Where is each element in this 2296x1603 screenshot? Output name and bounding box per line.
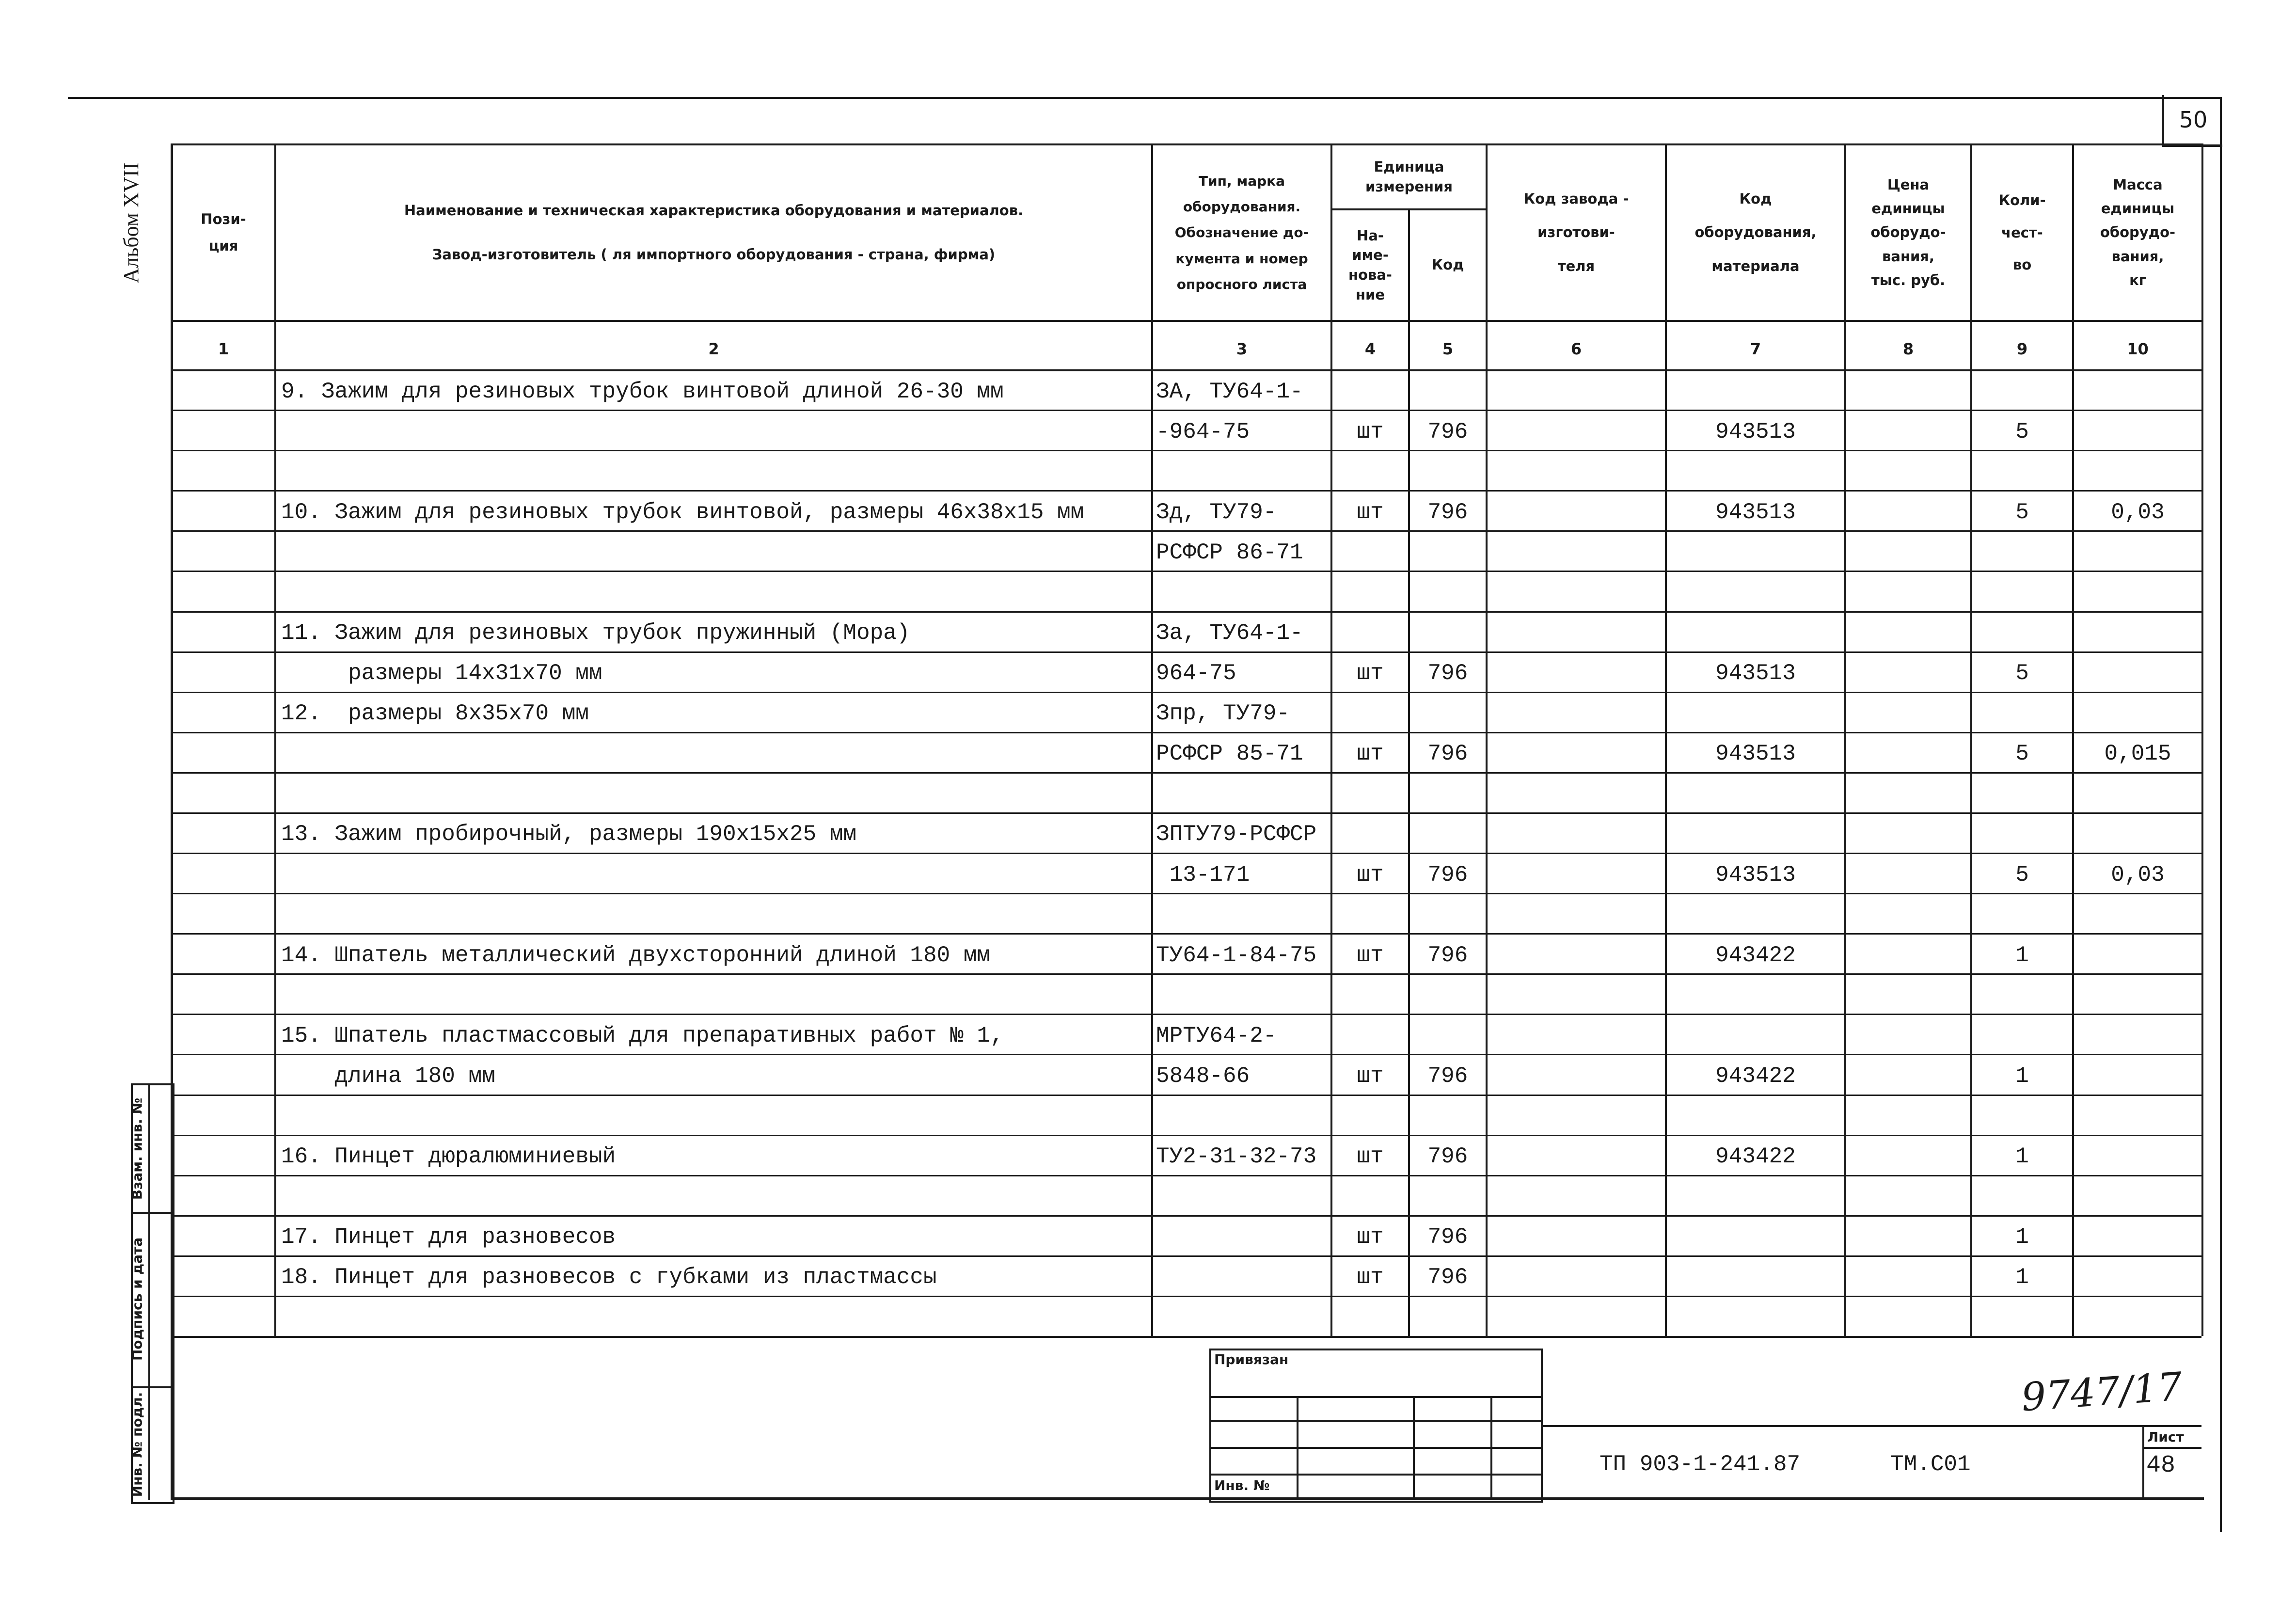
cell-type: РСФСР 85-71 (1156, 741, 1303, 767)
colnum-5: 5 (1442, 340, 1454, 358)
cell-qty: 5 (2015, 862, 2029, 888)
cell-name: 9. Зажим для резиновых трубок винтовой длиной 26-30 мм (281, 379, 1004, 404)
inv-no-label: Инв. № (1214, 1477, 1270, 1493)
cell-eq-code: 943513 (1715, 862, 1796, 888)
row-line (171, 772, 2201, 774)
row-line (171, 651, 2201, 653)
colnum-3: 3 (1236, 340, 1248, 358)
cell-eq-code: 943513 (1715, 661, 1796, 686)
colnum-1: 1 (218, 340, 229, 358)
cell-type: ЗПТУ79-РСФСР (1156, 822, 1317, 847)
cell-unit: шт (1357, 942, 1384, 968)
row-line (171, 812, 2201, 814)
row-line (171, 1014, 2201, 1015)
header-unit-code: Код (1431, 256, 1464, 273)
cell-code: 796 (1427, 499, 1468, 525)
cell-mass: 0,015 (2104, 741, 2171, 767)
album-label: Альбом XVII (119, 162, 143, 284)
cell-qty: 1 (2015, 1224, 2029, 1250)
cell-type: 13-171 (1156, 862, 1250, 888)
row-line (171, 1255, 2201, 1257)
cell-name: 13. Зажим пробирочный, размеры 190х15х25 мм (281, 822, 856, 847)
privyazan-label: Привязан (1214, 1351, 1289, 1367)
cell-unit: шт (1357, 1265, 1384, 1290)
col-line-7 (1844, 143, 1846, 1336)
cell-name: 15. Шпатель пластмассовый для препаративных работ № 1, (281, 1023, 1004, 1048)
header-position: Пози- ция (201, 210, 246, 254)
cell-code: 796 (1427, 942, 1468, 968)
doc-code: ТП 903-1-241.87 (1599, 1452, 1801, 1477)
header-unit-group: Единица измерения (1365, 159, 1453, 195)
doc-mark: ТМ.С01 (1890, 1452, 1971, 1477)
col-line-5 (1486, 143, 1488, 1336)
row-line (171, 490, 2201, 492)
col-line-9 (2072, 143, 2074, 1336)
row-line (171, 1135, 2201, 1136)
header-factory-code: Код завода - изготови- теля (1523, 190, 1629, 274)
cell-unit: шт (1357, 741, 1384, 767)
side-stamp-divider (148, 1083, 150, 1500)
sheet-box-line (2142, 1447, 2201, 1449)
header-bottom-line (171, 320, 2201, 322)
cell-name: 16. Пинцет дюралюминиевый (281, 1144, 616, 1170)
cell-eq-code: 943513 (1715, 741, 1796, 767)
cell-qty: 1 (2015, 1144, 2029, 1170)
page-number: 50 (2179, 107, 2208, 133)
cell-unit: шт (1357, 1224, 1384, 1250)
cell-code: 796 (1427, 1265, 1468, 1290)
cell-type: ТУ2-31-32-73 (1156, 1144, 1317, 1170)
title-block-line (1541, 1425, 2201, 1427)
sheet-number: 48 (2146, 1452, 2176, 1479)
colnum-9: 9 (2016, 340, 2028, 358)
cell-name: длина 180 мм (281, 1063, 495, 1089)
cell-name: 12. размеры 8х35х70 мм (281, 701, 589, 727)
cell-type: -964-75 (1156, 419, 1250, 444)
row-line (171, 1215, 2201, 1217)
cell-eq-code: 943422 (1715, 942, 1796, 968)
cell-qty: 5 (2015, 741, 2029, 767)
cell-code: 796 (1427, 741, 1468, 767)
row-line (171, 732, 2201, 733)
side-label-inv-podl: Инв. № подл. (129, 1392, 145, 1497)
cell-qty: 1 (2015, 1265, 2029, 1290)
row-line (171, 1095, 2201, 1096)
row-line (171, 611, 2201, 613)
header-quantity: Коли- чест- во (1998, 191, 2046, 273)
outer-right-border (2220, 97, 2222, 1532)
row-line (171, 933, 2201, 935)
handwritten-number: 9747/17 (2020, 1364, 2184, 1420)
header-name-line1: Наименование и техническая характеристика оборудования и материалов. (404, 202, 1024, 219)
cell-name: 10. Зажим для резиновых трубок винтовой, размеры 46х38х15 мм (281, 499, 1084, 525)
privyazan-vline-2 (1413, 1396, 1415, 1499)
cell-name: размеры 14х31х70 мм (281, 661, 602, 686)
row-line (171, 1296, 2201, 1297)
colnum-8: 8 (1902, 340, 1914, 358)
sheet-label: Лист (2147, 1429, 2184, 1445)
cell-code: 796 (1427, 1224, 1468, 1250)
cell-unit: шт (1357, 1144, 1384, 1170)
cell-code: 796 (1427, 1063, 1468, 1089)
cell-type: 5848-66 (1156, 1063, 1250, 1089)
cell-type: За, ТУ64-1- (1156, 620, 1303, 646)
col-line-1 (274, 143, 276, 1336)
cell-qty: 5 (2015, 499, 2029, 525)
outer-top-border (68, 97, 2220, 99)
cell-mass: 0,03 (2111, 499, 2165, 525)
cell-unit: шт (1357, 862, 1384, 888)
cell-code: 796 (1427, 661, 1468, 686)
side-label-podpis: Подпись и дата (129, 1237, 145, 1361)
privyazan-vline-1 (1297, 1396, 1298, 1499)
cell-type: Зпр, ТУ79- (1156, 701, 1290, 727)
cell-code: 796 (1427, 419, 1468, 444)
cell-eq-code: 943513 (1715, 419, 1796, 444)
cell-name: 11. Зажим для резиновых трубок пружинный (Мора) (281, 620, 910, 646)
colnum-2: 2 (708, 340, 719, 358)
cell-unit: шт (1357, 661, 1384, 686)
row-line (171, 450, 2201, 451)
header-type: Тип, марка оборудования. Обозначение до- кумента и номер опросного листа (1174, 173, 1309, 292)
colnum-7: 7 (1750, 340, 1761, 358)
cell-name: 17. Пинцет для разновесов (281, 1224, 616, 1250)
colnum-4: 4 (1364, 340, 1376, 358)
cell-name: 14. Шпатель металлический двухсторонний длиной 180 мм (281, 942, 991, 968)
colnum-6: 6 (1570, 340, 1582, 358)
header-mass: Масса единицы оборудо- вания, кг (2100, 176, 2176, 288)
header-price: Цена единицы оборудо- вания, тыс. руб. (1870, 176, 1946, 288)
cell-eq-code: 943422 (1715, 1063, 1796, 1089)
page-number-box (2162, 95, 2222, 147)
colnum-10: 10 (2127, 340, 2149, 358)
row-line (171, 893, 2201, 894)
cell-unit: шт (1357, 499, 1384, 525)
cell-type: РСФСР 86-71 (1156, 540, 1303, 565)
row-line (171, 410, 2201, 411)
cell-qty: 5 (2015, 661, 2029, 686)
row-line (171, 530, 2201, 532)
row-line (171, 571, 2201, 572)
cell-unit: шт (1357, 419, 1384, 444)
cell-type: ТУ64-1-84-75 (1156, 942, 1317, 968)
row-line (171, 853, 2201, 854)
colnum-bottom-line (171, 369, 2201, 371)
cell-eq-code: 943513 (1715, 499, 1796, 525)
cell-name: 18. Пинцет для разновесов с губками из пластмассы (281, 1265, 937, 1290)
row-line (171, 692, 2201, 693)
table-right-line (2201, 143, 2203, 1336)
cell-qty: 1 (2015, 1063, 2029, 1089)
row-line (171, 1175, 2201, 1176)
cell-mass: 0,03 (2111, 862, 2165, 888)
cell-unit: шт (1357, 1063, 1384, 1089)
cell-type: 964-75 (1156, 661, 1236, 686)
cell-code: 796 (1427, 862, 1468, 888)
cell-code: 796 (1427, 1144, 1468, 1170)
row-line (171, 973, 2201, 975)
header-name-line2: Завод-изготовитель ( ля импортного оборудования - страна, фирма) (432, 246, 996, 263)
cell-qty: 1 (2015, 942, 2029, 968)
header-name (276, 145, 1151, 320)
cell-type: МРТУ64-2- (1156, 1023, 1277, 1048)
cell-type: ЗА, ТУ64-1- (1156, 379, 1303, 404)
privyazan-vline-3 (1490, 1396, 1492, 1499)
table-body-bottom (171, 1336, 2201, 1338)
header-unit-name: На- име- нова- ние (1348, 227, 1392, 303)
side-label-vzam: Взам. инв. № (129, 1097, 145, 1200)
cell-eq-code: 943422 (1715, 1144, 1796, 1170)
cell-type: Зд, ТУ79- (1156, 499, 1277, 525)
row-line (171, 1054, 2201, 1055)
header-equipment-code: Код оборудования, материала (1694, 190, 1817, 274)
cell-qty: 5 (2015, 419, 2029, 444)
col-line-2 (1151, 143, 1153, 1336)
